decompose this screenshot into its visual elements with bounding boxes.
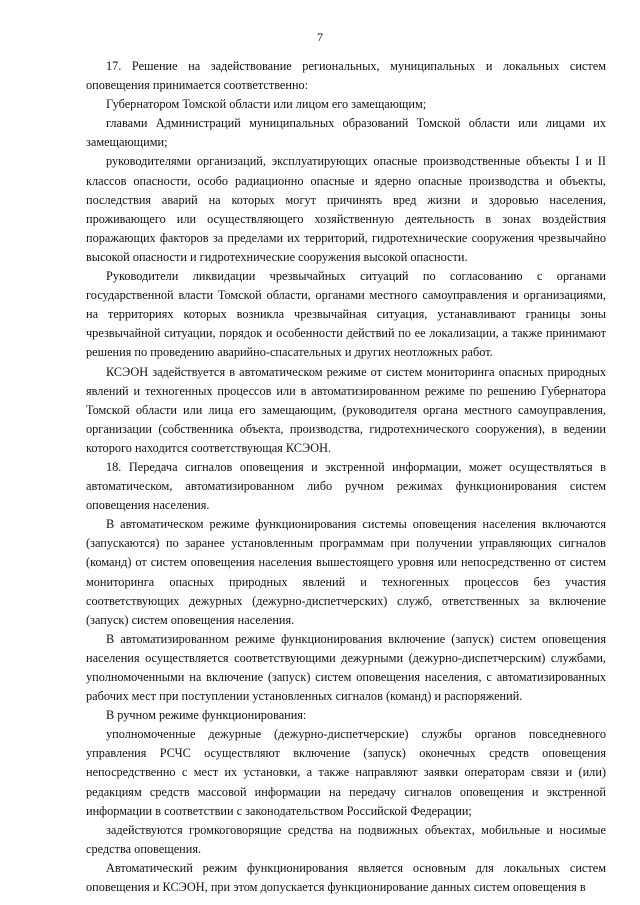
- paragraph-17-decision: 17. Решение на задействование региональных, муниципальных и локальных систем оповещения принимается соответственно:: [86, 59, 606, 93]
- paragraph-kseon-activation: КСЭОН задействуется в автоматическом режиме от систем мониторинга опасных природных явлений и техногенных процессов или в автоматизированном режиме по решению Губернатора Томской области или лица его замещающим, (руководителя органа местного самоуправления, организации (собственника объекта, производства, гидротехнического сооружения), в ведении которого находится соответствующая КСЭОН.: [86, 364, 606, 455]
- page-number: 7: [317, 30, 323, 44]
- paragraph-loudspeakers: задействуются громкоговорящие средства на подвижных объектах, мобильные и носимые средства оповещения.: [86, 822, 606, 856]
- paragraph-18-signal-transmission: 18. Передача сигналов оповещения и экстренной информации, может осуществляться в автоматическом, автоматизированном либо ручном режимах функционирования систем оповещения населения.: [86, 459, 606, 513]
- paragraph-manual-mode-heading: В ручном режиме функционирования:: [106, 708, 307, 723]
- paragraph-automatic-mode: В автоматическом режиме функционирования системы оповещения населения включаются (запускаются) по заранее установленным программам при получении управляющих сигналов (команд) от систем оповещения населения вышестоящего уровня или непосредственно от систем мониторинга опасных природных явлений и техногенных процессов без участия соответствующих дежурных (дежурно-диспетчерских) служб, ответственных за включение (запуск) систем оповещения населения.: [86, 517, 606, 627]
- paragraph-authorized-services: уполномоченные дежурные (дежурно-диспетчерские) службы органов повседневного управления РСЧС осуществляют включение (запуск) оконечных средств оповещения непосредственно с мест их установки, а также направляют заявки операторам связи и (или) редакциям средств массовой информации на передачу сигналов оповещения и экстренной информации в соответствии с законодательством Российской Федерации;: [86, 727, 606, 818]
- paragraph-automatic-mode-primary: Автоматический режим функционирования является основным для локальных систем оповещения и КСЭОН, при этом допускается функционирование данных систем оповещения в: [86, 860, 606, 895]
- paragraph-governor: Губернатором Томской области или лицом его замещающим;: [106, 97, 427, 112]
- document-body: [86, 57, 606, 897]
- paragraph-organization-heads: руководителями организаций, эксплуатирующих опасные производственные объекты I и II классов опасности, особо радиационно опасные и ядерно опасные производства и объекты, последствия аварий на которых могут причинять вред жизни и здоровью населения, проживающего или осуществляющего хозяйственную деятельность в зонах воздействия поражающих факторов за пределами их территорий, гидротехнические сооружения чрезвычайно высокой опасности и гидротехнические сооружения высокой опасности.: [86, 154, 606, 264]
- paragraph-municipal-heads: главами Администраций муниципальных образований Томской области или лицами их замещающими;: [86, 116, 606, 150]
- paragraph-automated-mode: В автоматизированном режиме функционирования включение (запуск) систем оповещения населения осуществляется соответствующими дежурными (дежурно-диспетчерским) службами, уполномоченными на включение (запуск) систем оповещения населения, с автоматизированных рабочих мест при поступлении установленных сигналов (команд) и распоряжений.: [86, 631, 606, 704]
- paragraph-emergency-liquidation-heads: Руководители ликвидации чрезвычайных ситуаций по согласованию с органами государственной власти Томской области, органами местного самоуправления и организациями, на территориях которых возникла чрезвычайная ситуация, устанавливают границы зоны чрезвычайной ситуации, порядок и особенности действий по ее локализации, а также принимают решения по проведению аварийно-спасательных и других неотложных работ.: [86, 269, 606, 360]
